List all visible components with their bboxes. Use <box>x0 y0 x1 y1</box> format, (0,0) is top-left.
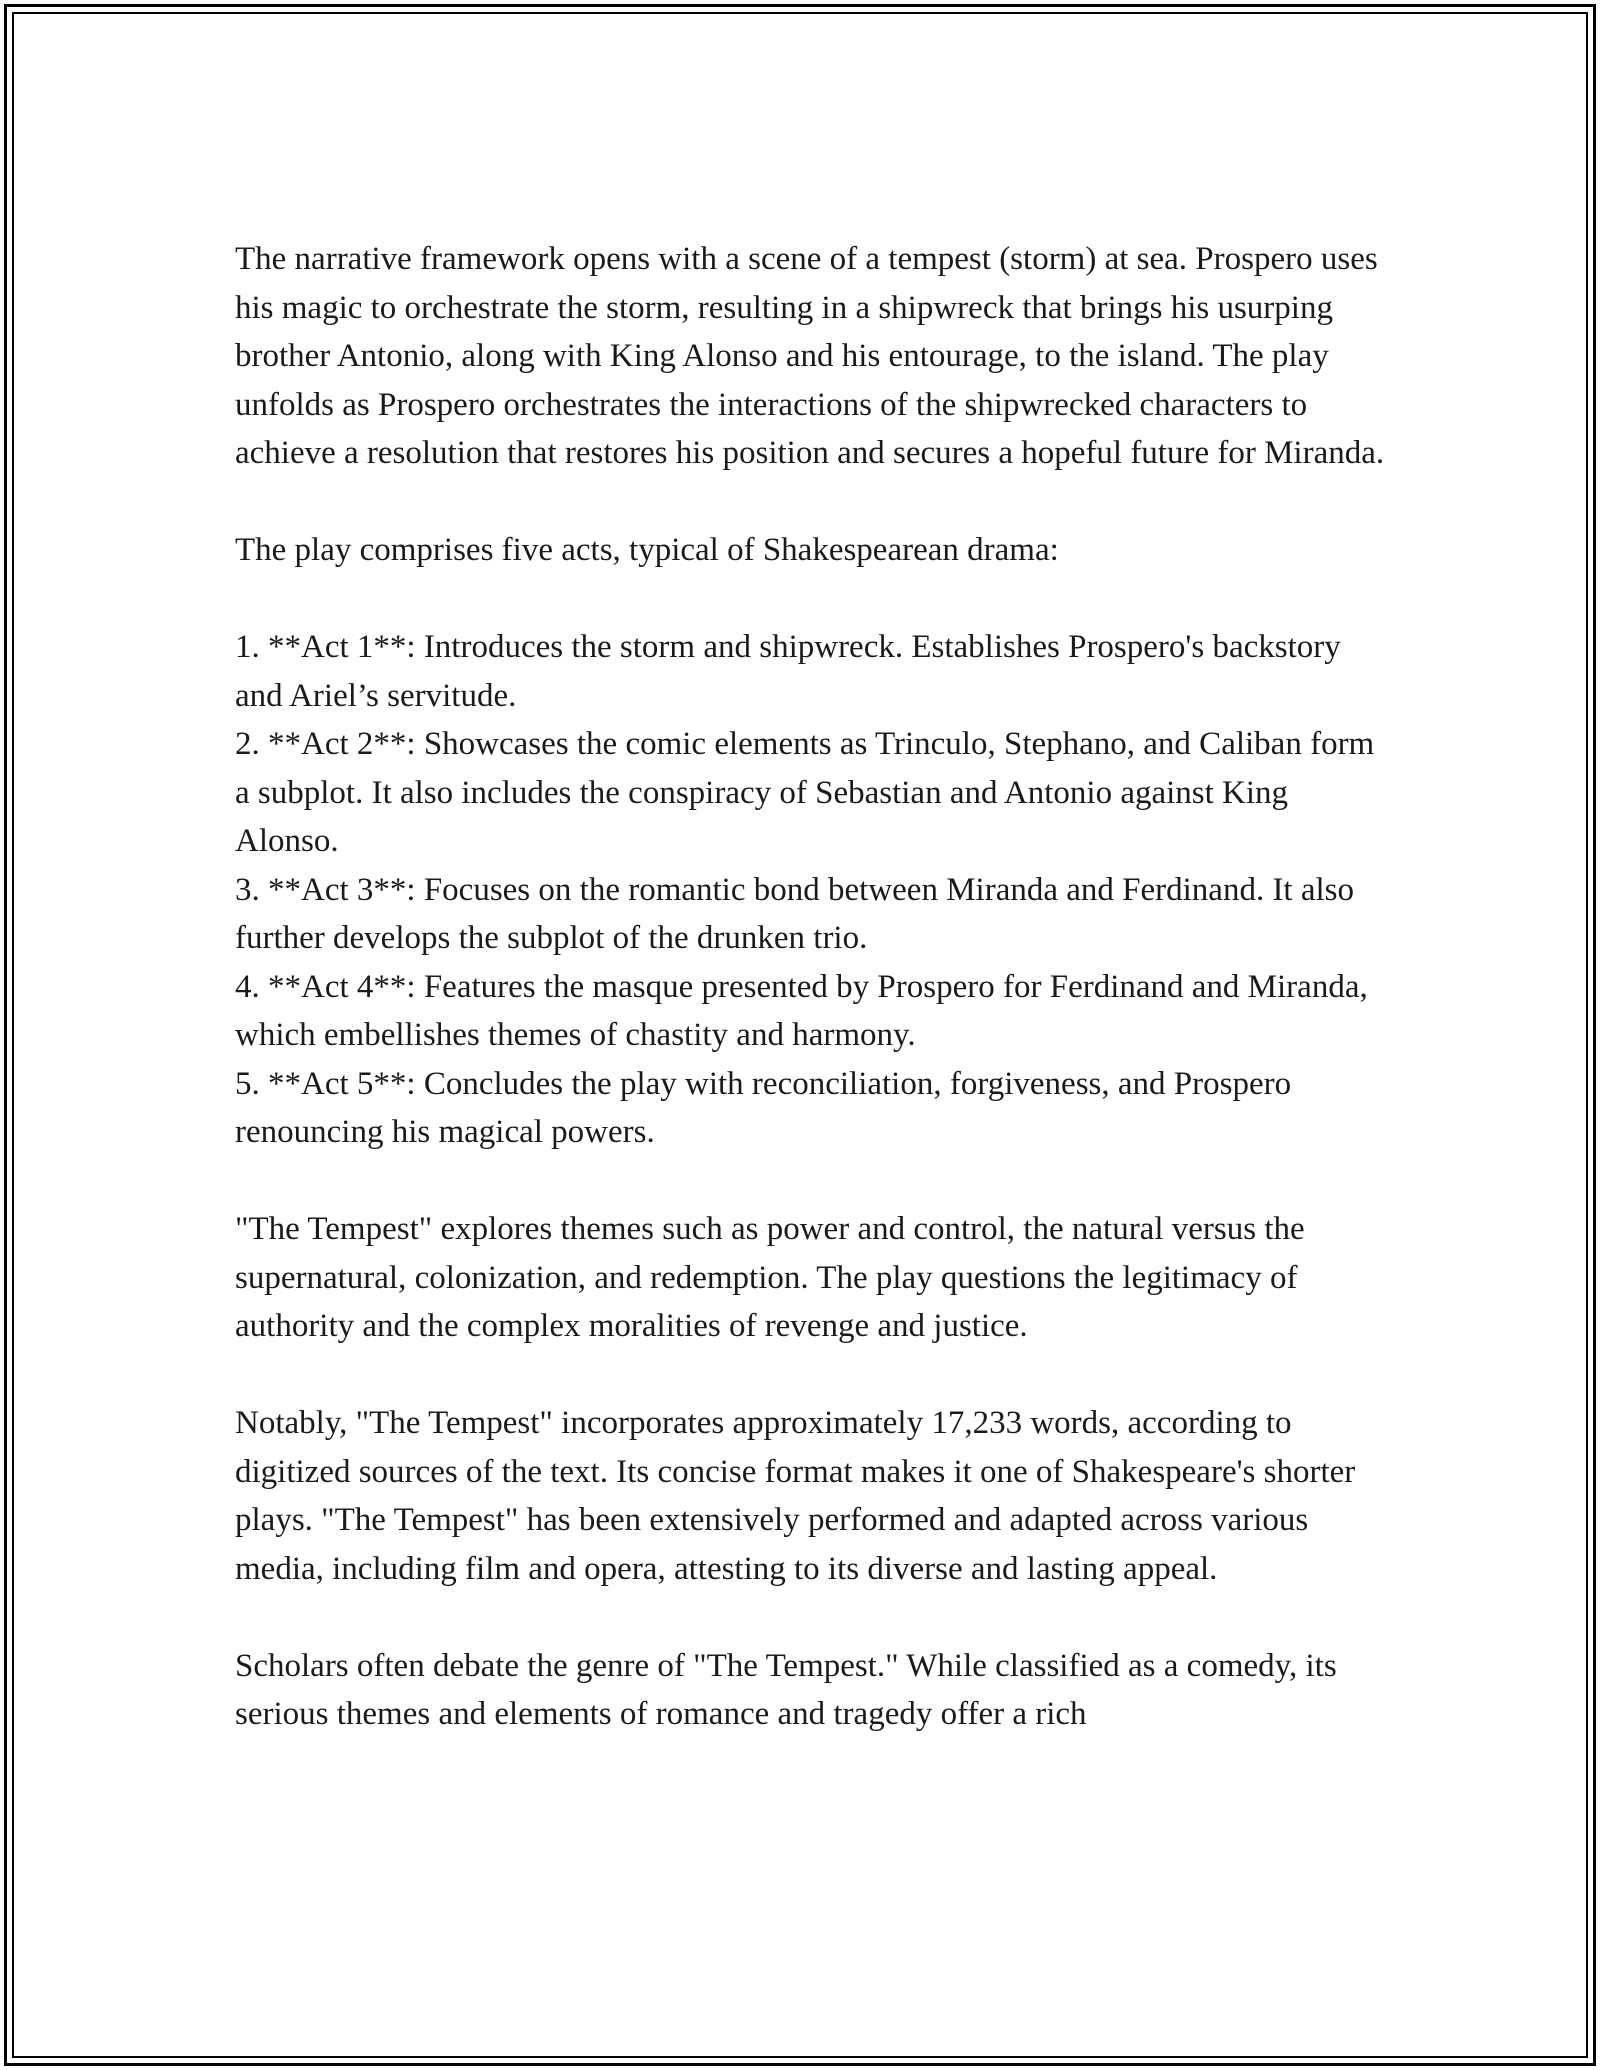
acts-list <box>235 623 1390 1157</box>
paragraph-notably: Notably, "The Tempest" incorporates approximately 17,233 words, according to digitized sources of the text. Its concise format makes it one of Shakespeare's shorter plays. "The Tempest" has been extensively performed and adapted across various media, including film and opera, attesting to its diverse and lasting appeal. <box>235 1405 1356 1587</box>
list-item-act-1: 1. **Act 1**: Introduces the storm and shipwreck. Establishes Prospero's backstory and Ariel’s servitude. <box>235 629 1341 714</box>
paragraph-themes: "The Tempest" explores themes such as power and control, the natural versus the supernatural, colonization, and redemption. The play questions the legitimacy of authority and the complex moralities of revenge and justice. <box>235 1211 1305 1344</box>
paragraph-acts-intro: The play comprises five acts, typical of Shakespearean drama: <box>235 532 1059 568</box>
document-body <box>235 235 1390 1739</box>
paragraph-scholars: Scholars often debate the genre of "The Tempest." While classified as a comedy, its serious themes and elements of romance and tragedy offer a rich <box>235 1647 1337 1732</box>
list-item-act-4: 4. **Act 4**: Features the masque presented by Prospero for Ferdinand and Miranda, which embellishes themes of chastity and harmony. <box>235 968 1368 1053</box>
list-item-act-3: 3. **Act 3**: Focuses on the romantic bond between Miranda and Ferdinand. It also further develops the subplot of the drunken trio. <box>235 871 1355 956</box>
list-item-act-5: 5. **Act 5**: Concludes the play with reconciliation, forgiveness, and Prospero renouncing his magical powers. <box>235 1065 1292 1150</box>
paragraph-intro: The narrative framework opens with a scene of a tempest (storm) at sea. Prospero uses his magic to orchestrate the storm, resulting in a shipwreck that brings his usurping brother Antonio, along with King Alonso and his entourage, to the island. The play unfolds as Prospero orchestrates the interactions of the shipwrecked characters to achieve a resolution that restores his position and secures a hopeful future for Miranda. <box>235 241 1385 471</box>
list-item-act-2: 2. **Act 2**: Showcases the comic elements as Trinculo, Stephano, and Caliban form a subplot. It also includes the conspiracy of Sebastian and Antonio against King Alonso. <box>235 726 1375 859</box>
